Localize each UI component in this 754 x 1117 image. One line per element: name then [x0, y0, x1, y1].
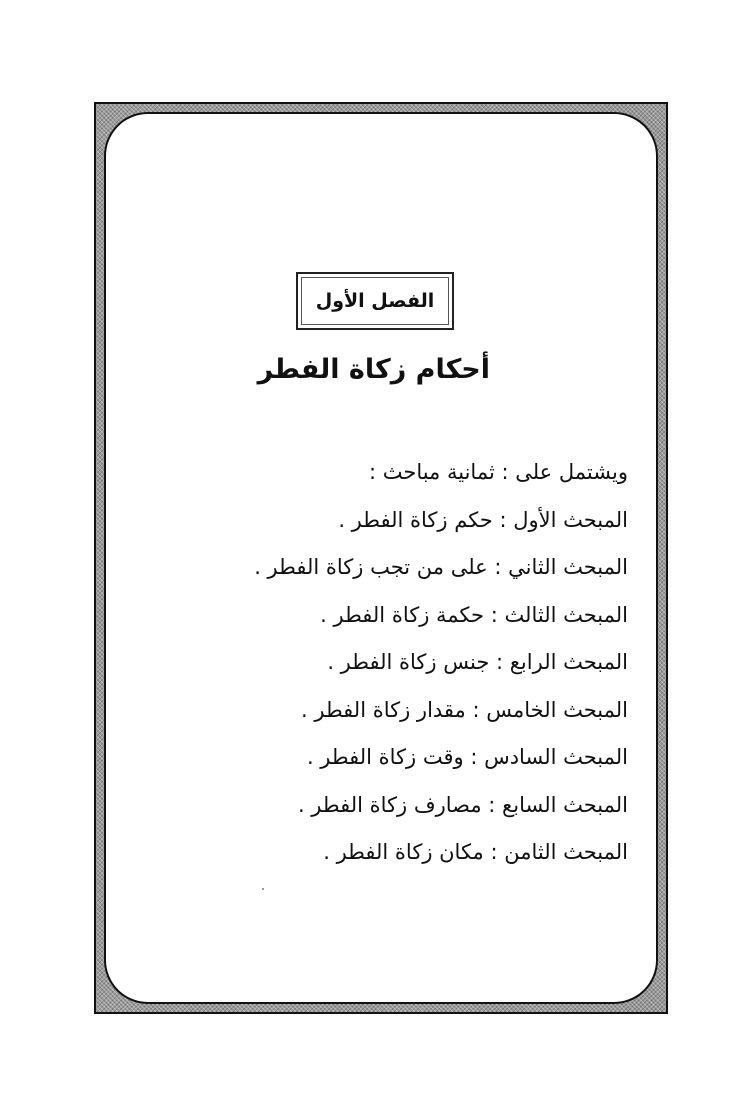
- sections-list: [208, 452, 628, 880]
- section-item-7: المبحث السابع : مصارف زكاة الفطر .: [297, 792, 628, 817]
- sections-intro: ويشتمل على : ثمانية مباحث :: [368, 460, 628, 484]
- section-item-8: المبحث الثامن : مكان زكاة الفطر .: [323, 840, 628, 864]
- chapter-title: أحكام زكاة الفطر: [257, 354, 490, 385]
- section-item-3: المبحث الثالث : حكمة زكاة الفطر .: [320, 602, 628, 627]
- section-item-6: المبحث السادس : وقت زكاة الفطر .: [306, 745, 628, 769]
- section-item-5: المبحث الخامس : مقدار زكاة الفطر .: [301, 697, 628, 722]
- chapter-label-box: [296, 272, 454, 330]
- section-item-2: المبحث الثاني : على من تجب زكاة الفطر .: [254, 555, 628, 579]
- scan-speck: [262, 888, 264, 890]
- chapter-label: الفصل الأول: [315, 290, 435, 312]
- section-item-4: المبحث الرابع : جنس زكاة الفطر .: [327, 650, 628, 674]
- section-item-1: المبحث الأول : حكم زكاة الفطر .: [338, 507, 628, 532]
